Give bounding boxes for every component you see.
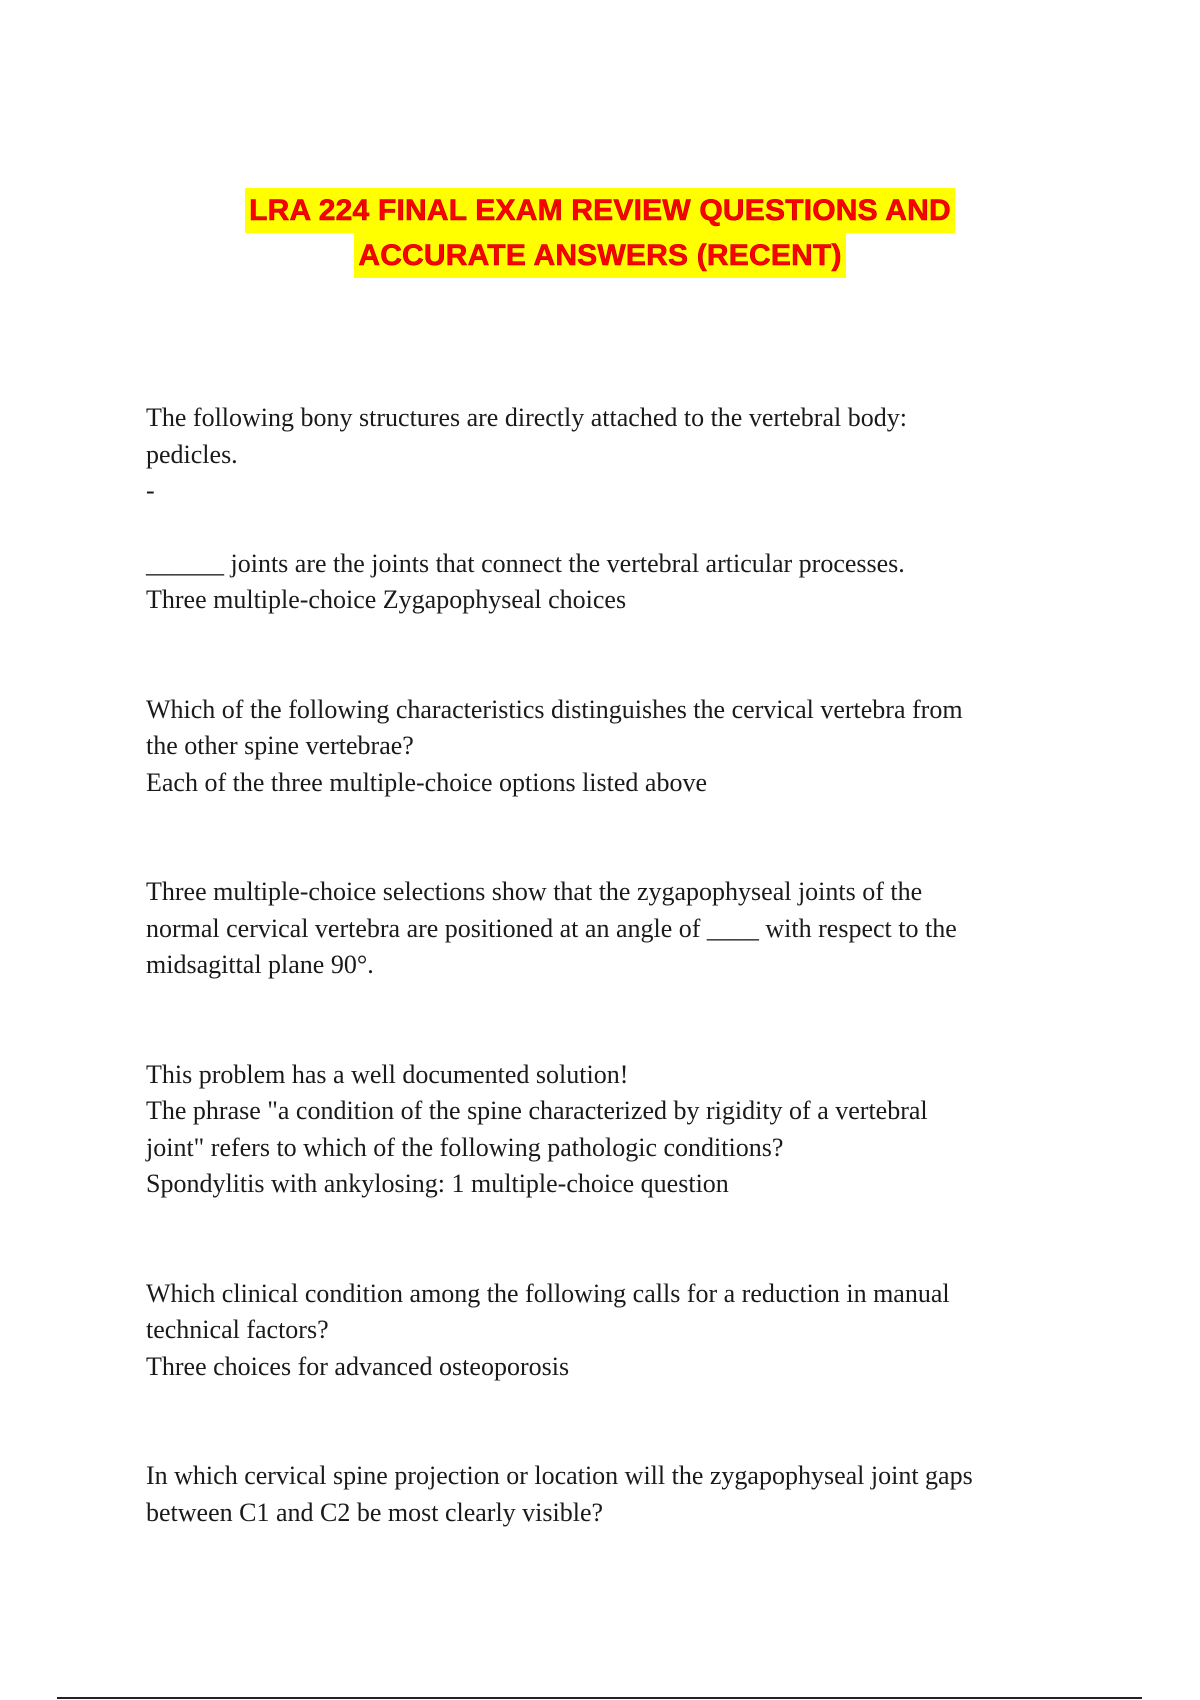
question-item-6: [146, 1276, 1066, 1386]
question-text: Three multiple-choice selections show that the zygapophyseal joints of the: [146, 877, 923, 906]
question-text: normal cervical vertebra are positioned at an angle of ____ with respect to the: [146, 913, 957, 943]
answer-text: Three multiple-choice Zygapophyseal choices: [146, 585, 627, 614]
question-item-7: [146, 1458, 1066, 1531]
answer-text: midsagittal plane 90°.: [146, 950, 374, 979]
question-item-2: [146, 546, 1066, 619]
answer-text: Spondylitis with ankylosing: 1 multiple-choice question: [146, 1169, 729, 1198]
question-text: Which clinical condition among the following calls for a reduction in manual: [146, 1278, 950, 1308]
question-text: technical factors?: [146, 1315, 329, 1344]
question-item-4: [146, 874, 1066, 984]
question-text: ______ joints are the joints that connect the vertebral articular processes.: [146, 548, 905, 578]
spacer: [146, 619, 1066, 692]
question-text: The phrase "a condition of the spine characterized by rigidity of a vertebral: [146, 1096, 928, 1125]
spacer: [146, 801, 1066, 874]
question-text: Which of the following characteristics distinguishes the cervical vertebra from: [146, 694, 963, 724]
document-title: [0, 188, 1200, 278]
page-bottom-rule: [57, 1697, 1142, 1699]
spacer: [146, 1203, 1066, 1276]
spacer: [146, 984, 1066, 1057]
question-text: The following bony structures are directly attached to the vertebral body:: [146, 403, 907, 432]
title-line-1: LRA 224 FINAL EXAM REVIEW QUESTIONS AND: [245, 188, 955, 233]
question-text: This problem has a well documented solution!: [146, 1059, 629, 1089]
answer-text: Three choices for advanced osteoporosis: [146, 1351, 570, 1381]
question-text: joint" refers to which of the following pathologic conditions?: [146, 1132, 784, 1162]
question-text: the other spine vertebrae?: [146, 731, 414, 760]
answer-text: pedicles.: [146, 439, 238, 469]
question-text: In which cervical spine projection or location will the zygapophyseal joint gaps: [146, 1461, 973, 1490]
answer-text: Each of the three multiple-choice options listed above: [146, 767, 707, 797]
title-line-2: ACCURATE ANSWERS (RECENT): [354, 233, 845, 278]
question-item-1: [146, 400, 1066, 510]
question-item-3: [146, 692, 1066, 802]
question-list: [146, 400, 1066, 1531]
question-text: between C1 and C2 be most clearly visible?: [146, 1497, 604, 1527]
spacer: [146, 1385, 1066, 1458]
separator-dash: -: [146, 476, 155, 505]
spacer: [146, 510, 1066, 546]
question-item-5: [146, 1057, 1066, 1203]
